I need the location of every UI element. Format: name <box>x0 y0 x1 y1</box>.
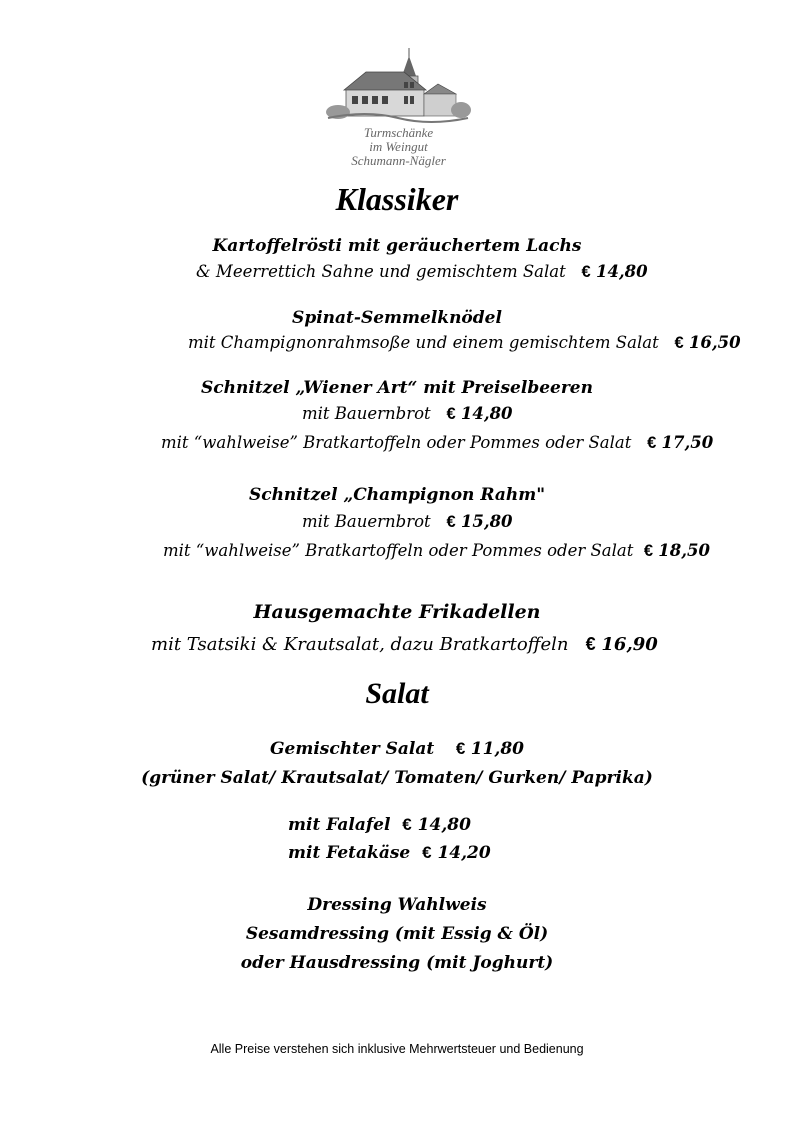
euro-sign: € <box>647 434 657 452</box>
euro-sign: € <box>422 843 432 862</box>
item-name-fetakaese: mit Fetakäse <box>288 843 411 863</box>
item-option-schnitzel-champignon-1: mit Bauernbrot <box>302 512 431 531</box>
item-name-schnitzel-wiener: Schnitzel „Wiener Art“ mit Preiselbeeren <box>201 378 593 398</box>
section-title-klassiker: Klassiker <box>335 181 459 217</box>
item-name-gemischter-salat: Gemischter Salat <box>270 739 435 759</box>
item-line-falafel <box>288 815 471 835</box>
euro-sign: € <box>446 405 456 423</box>
euro-sign: € <box>585 634 596 654</box>
item-line-schnitzel-champignon-1 <box>302 512 513 532</box>
item-desc-gemischter-salat: (grüner Salat/ Krautsalat/ Tomaten/ Gurken/ Paprika) <box>141 768 653 788</box>
item-price-schnitzel-champignon-2: 18,50 <box>658 541 710 560</box>
item-desc-frikadellen: mit Tsatsiki & Krautsalat, dazu Bratkartoffeln <box>151 634 569 655</box>
item-name-knoedel: Spinat-Semmelknödel <box>292 308 502 328</box>
logo <box>326 46 471 174</box>
item-line-knoedel <box>188 333 741 353</box>
item-price-falafel: 14,80 <box>417 815 471 835</box>
dressing-option-2: oder Hausdressing (mit Joghurt) <box>240 953 554 973</box>
logo-line-1: Turmschänke <box>363 125 434 140</box>
item-line-schnitzel-champignon-2 <box>163 541 710 561</box>
item-price-gemischter-salat: 11,80 <box>470 739 524 759</box>
item-option-schnitzel-wiener-1: mit Bauernbrot <box>302 404 431 423</box>
logo-line-3: Schumann-Nägler <box>351 153 446 168</box>
item-line-schnitzel-wiener-2 <box>161 433 713 453</box>
item-option-schnitzel-champignon-2: mit “wahlweise” Bratkartoffeln oder Pommes oder Salat <box>163 541 634 560</box>
item-price-roesti: 14,80 <box>595 262 648 281</box>
item-price-schnitzel-champignon-1: 15,80 <box>460 512 513 531</box>
section-title-salat: Salat <box>365 677 429 710</box>
footer-note: Alle Preise verstehen sich inklusive Mehrwertsteuer und Bedienung <box>210 1042 584 1056</box>
euro-sign: € <box>674 334 684 352</box>
item-line-gemischter-salat <box>0 739 794 759</box>
item-desc-knoedel: mit Champignonrahmsoße und einem gemischtem Salat <box>188 333 659 352</box>
item-name-falafel: mit Falafel <box>288 815 391 835</box>
item-line-schnitzel-wiener-1 <box>302 404 513 424</box>
item-name-schnitzel-champignon: Schnitzel „Champignon Rahm" <box>248 485 546 505</box>
euro-sign: € <box>643 542 654 560</box>
euro-sign: € <box>581 263 591 281</box>
item-name-frikadellen: Hausgemachte Frikadellen <box>253 601 541 623</box>
euro-sign: € <box>455 739 466 758</box>
item-name-roesti: Kartoffelrösti mit geräuchertem Lachs <box>212 236 582 256</box>
item-price-fetakaese: 14,20 <box>437 843 491 863</box>
item-desc-roesti: & Meerrettich Sahne und gemischtem Salat <box>196 262 566 281</box>
logo-line-2: im Weingut <box>369 139 428 154</box>
item-option-schnitzel-wiener-2: mit “wahlweise” Bratkartoffeln oder Pommes oder Salat <box>161 433 632 452</box>
item-line-frikadellen <box>151 634 658 655</box>
item-price-knoedel: 16,50 <box>688 333 741 352</box>
item-price-frikadellen: 16,90 <box>601 634 658 655</box>
item-line-roesti <box>196 262 648 282</box>
dressing-title: Dressing Wahlweis <box>307 895 487 915</box>
euro-sign: € <box>446 513 456 531</box>
building-illustration <box>326 46 471 124</box>
euro-sign: € <box>402 815 412 834</box>
item-line-fetakaese <box>288 843 491 863</box>
item-price-schnitzel-wiener-2: 17,50 <box>661 433 714 452</box>
item-price-schnitzel-wiener-1: 14,80 <box>460 404 513 423</box>
dressing-option-1: Sesamdressing (mit Essig & Öl) <box>245 924 549 944</box>
